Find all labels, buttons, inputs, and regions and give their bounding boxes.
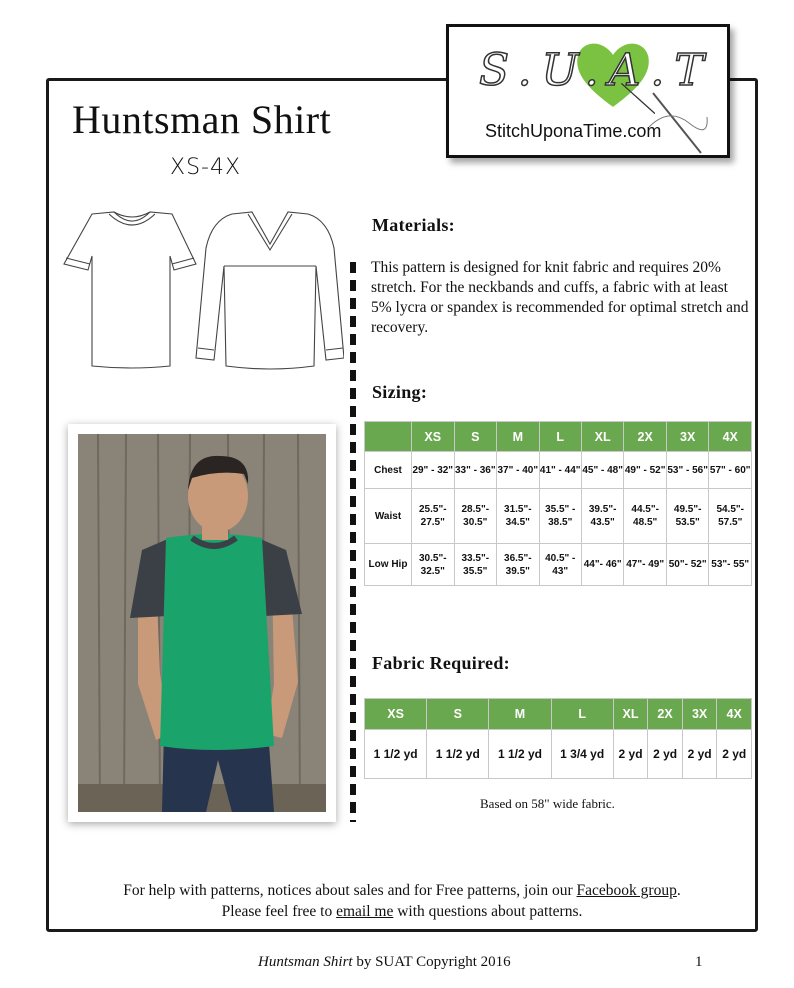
size-header: XL [613, 699, 648, 730]
suat-logo[interactable] [446, 24, 730, 158]
table-cell: 53"- 55" [709, 544, 752, 586]
fabric-header-row [365, 699, 752, 730]
table-cell: 36.5"- 39.5" [497, 544, 540, 586]
size-header: 4X [709, 422, 752, 452]
table-cell: 1 1/2 yd [427, 730, 489, 779]
size-header: M [497, 422, 540, 452]
table-cell: 49" - 52" [624, 452, 667, 489]
table-cell: 57" - 60" [709, 452, 752, 489]
size-header: M [489, 699, 551, 730]
table-cell: 31.5"- 34.5" [497, 489, 540, 544]
fabric-heading: Fabric Required: [372, 653, 510, 673]
email-me-link[interactable]: email me [336, 903, 394, 920]
table-cell: 1 1/2 yd [489, 730, 551, 779]
table-cell: 1 3/4 yd [551, 730, 613, 779]
table-cell: 37" - 40" [497, 452, 540, 489]
table-cell: 39.5"- 43.5" [581, 489, 624, 544]
size-header: 3X [666, 422, 709, 452]
photo-image [78, 434, 326, 812]
table-cell: 41" - 44" [539, 452, 581, 489]
table-cell: 54.5"- 57.5" [709, 489, 752, 544]
size-header: S [454, 422, 497, 452]
table-row [365, 452, 752, 489]
size-header: L [551, 699, 613, 730]
size-header: 4X [717, 699, 752, 730]
materials-text: This pattern is designed for knit fabric and requires 20% stretch. For the neckbands and cuffs, a fabric with at least 5% lycra or spandex is recommended for optimal stretch and recovery. [371, 259, 749, 336]
table-cell: 29" - 32" [412, 452, 455, 489]
table-cell: 50"- 52" [666, 544, 709, 586]
size-range: XS-4X [170, 155, 242, 180]
size-header: XS [365, 699, 427, 730]
table-cell: 49.5"- 53.5" [666, 489, 709, 544]
size-header: 3X [682, 699, 717, 730]
help-line2-prefix: Please feel free to [221, 903, 333, 920]
table-cell: 44"- 46" [581, 544, 624, 586]
materials-heading: Materials: [372, 215, 455, 235]
size-header: 2X [624, 422, 667, 452]
table-cell: 33" - 36" [454, 452, 497, 489]
table-cell: 44.5"- 48.5" [624, 489, 667, 544]
sizing-heading: Sizing: [372, 382, 428, 402]
table-cell: 33.5"- 35.5" [454, 544, 497, 586]
footer-title: Huntsman Shirt [258, 954, 353, 970]
table-cell: 40.5" - 43" [539, 544, 581, 586]
size-header: L [539, 422, 581, 452]
facebook-group-link[interactable]: Facebook group [576, 882, 677, 899]
logo-url: StitchUponaTime.com [485, 121, 662, 141]
table-row [365, 544, 752, 586]
help-text [46, 880, 758, 922]
page-number: 1 [695, 954, 703, 970]
sizing-header-row [365, 422, 752, 452]
table-cell: 2 yd [613, 730, 648, 779]
table-cell: 2 yd [717, 730, 752, 779]
table-cell: 25.5"- 27.5" [412, 489, 455, 544]
row-label: Waist [365, 489, 412, 544]
table-row [365, 489, 752, 544]
table-cell: 2 yd [682, 730, 717, 779]
fabric-note: Based on 58" wide fabric. [480, 796, 615, 811]
size-header: 2X [648, 699, 683, 730]
size-header: XS [412, 422, 455, 452]
table-cell: 35.5" - 38.5" [539, 489, 581, 544]
table-cell: 28.5"- 30.5" [454, 489, 497, 544]
dashed-divider [350, 262, 356, 822]
fabric-table [364, 698, 752, 779]
model-photo [68, 424, 336, 822]
logo-wordmark: S.U.A.T [479, 45, 714, 96]
table-cell: 30.5"- 32.5" [412, 544, 455, 586]
page-title: Huntsman Shirt [72, 97, 332, 142]
row-label: Low Hip [365, 544, 412, 586]
table-cell: 1 1/2 yd [365, 730, 427, 779]
sizing-table [364, 421, 752, 586]
size-header: XL [581, 422, 624, 452]
help-line1-suffix: . [676, 882, 681, 899]
table-cell: 53" - 56" [666, 452, 709, 489]
table-cell: 45" - 48" [581, 452, 624, 489]
table-row [365, 730, 752, 779]
footer-copyright [258, 954, 511, 971]
help-line2-suffix: with questions about patterns. [397, 903, 583, 920]
shirt-sketch [62, 208, 344, 378]
table-cell: 2 yd [648, 730, 683, 779]
row-label: Chest [365, 452, 412, 489]
help-line1-prefix: For help with patterns, notices about sales and for Free patterns, join our [123, 882, 573, 899]
size-header: S [427, 699, 489, 730]
header-corner [365, 422, 412, 452]
footer-rest: by SUAT Copyright 2016 [356, 954, 511, 970]
table-cell: 47"- 49" [624, 544, 667, 586]
